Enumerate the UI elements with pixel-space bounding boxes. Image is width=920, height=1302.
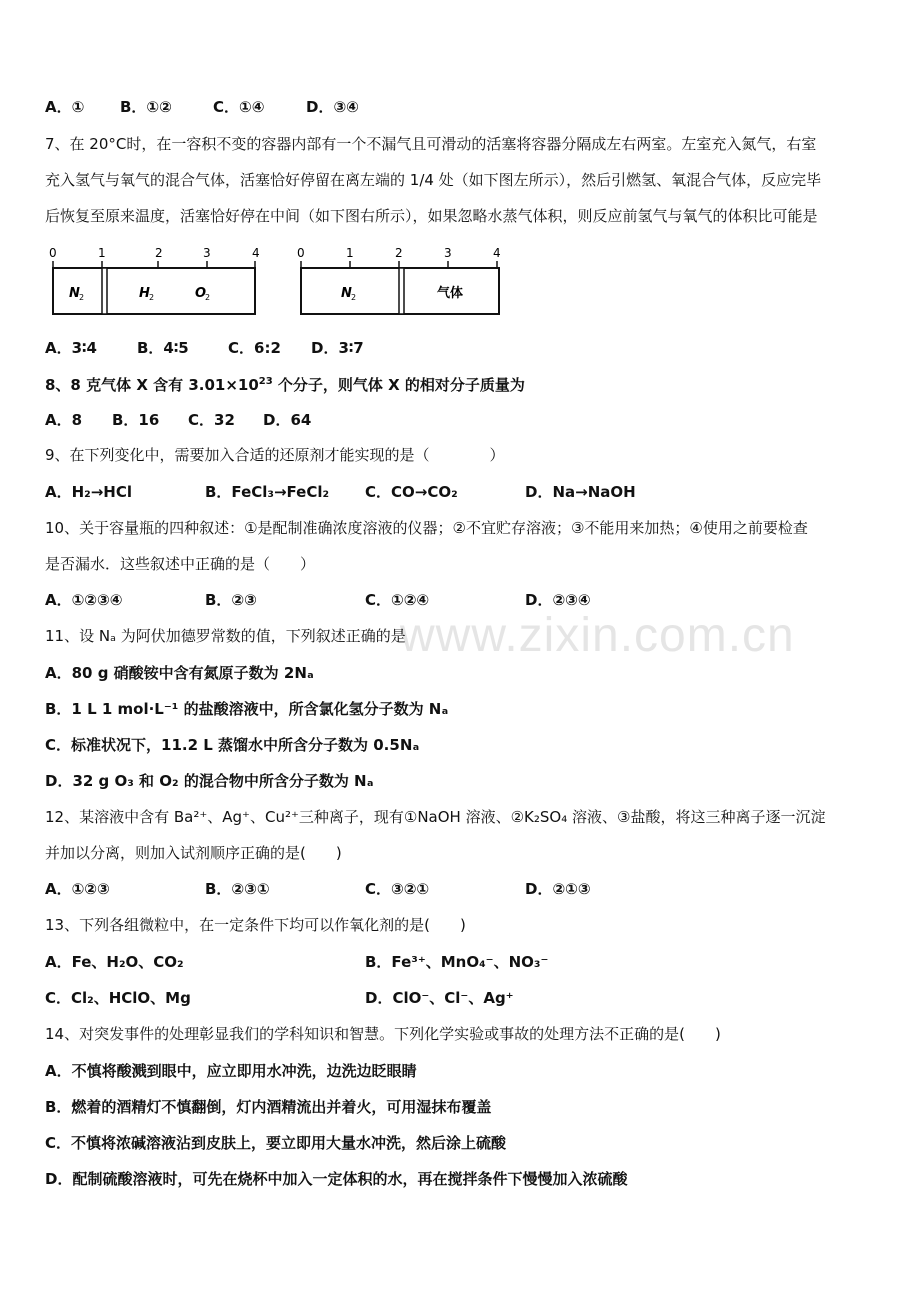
container-left	[53, 268, 255, 314]
label-h2: H	[139, 286, 150, 301]
label-o2: O	[195, 286, 207, 301]
q11-stem: 11、设 Nₐ 为阿伏加德罗常数的值，下列叙述正确的是	[45, 627, 406, 645]
q9-option-d: D．Na→NaOH	[525, 483, 636, 501]
tick-1: 1	[346, 246, 354, 260]
q7-diagram-left	[49, 246, 260, 314]
q13-option-d: D．ClO⁻、Cl⁻、Ag⁺	[365, 989, 514, 1007]
tick-4: 4	[493, 246, 501, 260]
q10-option-c: C．①②④	[365, 591, 430, 609]
tick-4: 4	[252, 246, 260, 260]
q12-option-b: B．②③①	[205, 880, 270, 898]
q14-option-a: A．不慎将酸溅到眼中，应立即用水冲洗，边洗边眨眼睛	[45, 1062, 417, 1080]
q14-option-d: D．配制硫酸溶液时，可先在烧杯中加入一定体积的水，再在搅拌条件下慢慢加入浓硫酸	[45, 1170, 628, 1188]
q6-option-d: D．③④	[306, 98, 359, 116]
q13-option-c: C．Cl₂、HClO、Mg	[45, 989, 191, 1007]
piston-left	[102, 268, 107, 314]
label-n2: N	[341, 286, 352, 301]
label-n2-sub: 2	[351, 293, 357, 302]
label-o2-sub: 2	[205, 293, 211, 302]
q7-diagram	[45, 240, 515, 325]
q11-option-b: B．1 L 1 mol·L⁻¹ 的盐酸溶液中，所含氯化氢分子数为 Nₐ	[45, 700, 449, 718]
q10-option-b: B．②③	[205, 591, 257, 609]
q7-line-2: 充入氢气与氧气的混合气体，活塞恰好停留在离左端的 1/4 处（如下图左所示），然后引燃氢、氧混合气体，反应完毕	[45, 171, 822, 189]
q10-line-1: 10、关于容量瓶的四种叙述：①是配制准确浓度溶液的仪器；②不宜贮存溶液；③不能用来加热；④使用之前要检查	[45, 519, 808, 537]
q12-option-c: C．③②①	[365, 880, 430, 898]
q7-option-a: A．3∶4	[45, 339, 97, 357]
q7-diagram-right	[297, 246, 501, 314]
q14-stem: 14、对突发事件的处理彰显我们的学科知识和智慧。下列化学实验或事故的处理方法不正确的是( )	[45, 1025, 721, 1043]
q13-option-b: B．Fe³⁺、MnO₄⁻、NO₃⁻	[365, 953, 549, 971]
q8-option-c: C．32	[188, 411, 235, 429]
tick-2: 2	[395, 246, 403, 260]
q8-stem	[45, 372, 525, 395]
q14-option-b: B．燃着的酒精灯不慎翻倒，灯内酒精流出并着火，可用湿抹布覆盖	[45, 1098, 492, 1116]
label-h2-sub: 2	[149, 293, 155, 302]
q7-line-1: 7、在 20°C时，在一容积不变的容器内部有一个不漏气且可滑动的活塞将容器分隔成左右两室。左室充入氮气，右室	[45, 135, 817, 153]
q8-suffix: 个分子，则气体 X 的相对分子质量为	[272, 376, 525, 394]
q8-prefix: 8、8 克气体 X 含有 3.01×10	[45, 376, 259, 394]
piston-right	[399, 268, 404, 314]
tick-0: 0	[297, 246, 305, 260]
q8-option-b: B．16	[112, 411, 160, 429]
q8-exponent: 23	[258, 376, 273, 387]
q8-option-d: D．64	[263, 411, 312, 429]
label-n2: N	[69, 286, 80, 301]
q10-option-d: D．②③④	[525, 591, 591, 609]
q6-option-c: C．①④	[213, 98, 265, 116]
tick-1: 1	[98, 246, 106, 260]
q13-stem: 13、下列各组微粒中，在一定条件下均可以作氧化剂的是( )	[45, 916, 466, 934]
q11-option-d: D．32 g O₃ 和 O₂ 的混合物中所含分子数为 Nₐ	[45, 772, 374, 790]
q7-option-d: D．3∶7	[311, 339, 364, 357]
q13-option-a: A．Fe、H₂O、CO₂	[45, 953, 184, 971]
q14-option-c: C．不慎将浓碱溶液沾到皮肤上，要立即用大量水冲洗，然后涂上硫酸	[45, 1134, 507, 1152]
q12-line-1: 12、某溶液中含有 Ba²⁺、Ag⁺、Cu²⁺三种离子，现有①NaOH 溶液、②K₂SO₄ 溶液、③盐酸，将这三种离子逐一沉淀	[45, 808, 826, 826]
q9-option-c: C．CO→CO₂	[365, 483, 458, 501]
q11-option-a: A．80 g 硝酸铵中含有氮原子数为 2Nₐ	[45, 664, 314, 682]
q6-option-b: B．①②	[120, 98, 172, 116]
q8-option-a: A．8	[45, 411, 83, 429]
q7-option-c: C．6:2	[228, 339, 281, 357]
q7-option-b: B．4∶5	[137, 339, 189, 357]
q10-line-2: 是否漏水．这些叙述中正确的是（ ）	[45, 555, 316, 573]
q12-option-d: D．②①③	[525, 880, 591, 898]
q12-line-2: 并加以分离，则加入试剂顺序正确的是( )	[45, 844, 342, 862]
q10-option-a: A．①②③④	[45, 591, 123, 609]
q6-option-a: A．①	[45, 98, 85, 116]
q9-option-b: B．FeCl₃→FeCl₂	[205, 483, 330, 501]
q12-option-a: A．①②③	[45, 880, 110, 898]
label-gas: 气体	[437, 286, 464, 301]
q7-line-3: 后恢复至原来温度，活塞恰好停在中间（如下图右所示），如果忽略水蒸气体积，则反应前氢气与氧气的体积比可能是	[45, 207, 818, 225]
q9-stem: 9、在下列变化中，需要加入合适的还原剂才能实现的是（ ）	[45, 446, 505, 464]
tick-0: 0	[49, 246, 57, 260]
tick-2: 2	[155, 246, 163, 260]
tick-3: 3	[444, 246, 452, 260]
label-n2-sub: 2	[79, 293, 85, 302]
watermark: www.zixin.com.cn	[400, 609, 795, 662]
q11-option-c: C．标准状况下，11.2 L 蒸馏水中所含分子数为 0.5Nₐ	[45, 736, 420, 754]
tick-3: 3	[203, 246, 211, 260]
q9-option-a: A．H₂→HCl	[45, 483, 133, 501]
